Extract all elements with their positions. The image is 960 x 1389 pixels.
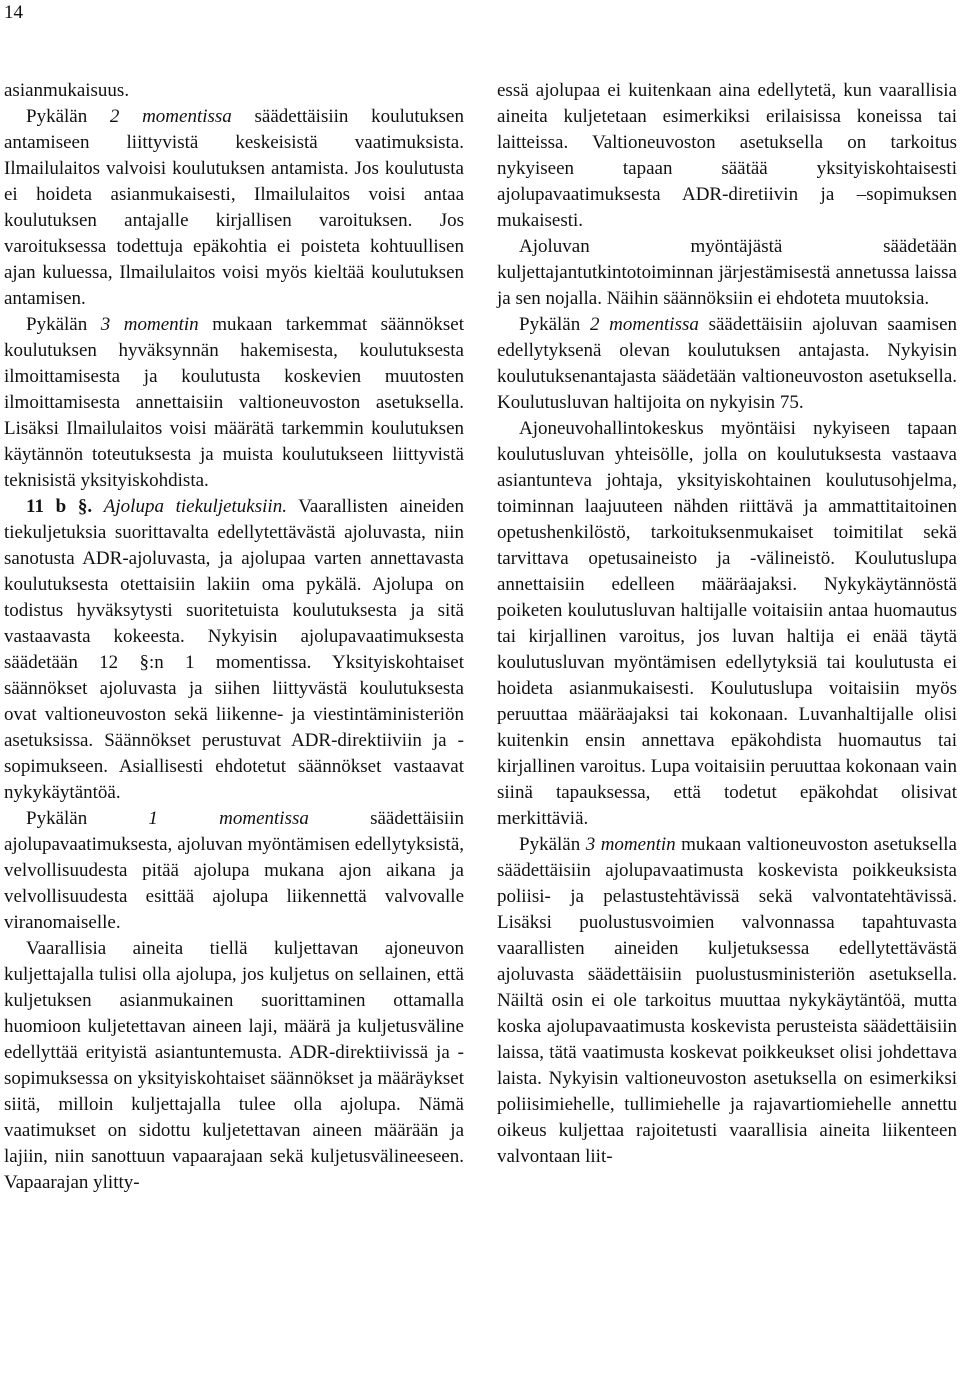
paragraph-lead: Pykälän: [26, 106, 110, 127]
paragraph-lead: Pykälän: [519, 314, 590, 335]
paragraph-text: säädettäisiin ajolupavaatimuksesta, ajoluvan myöntämisen edellytyksistä, velvollisuudesta pitää ajolupa mukana ajon aikana ja velvollisuudesta esittää ajolupa liikennettä valvovalle viranomaiselle.: [4, 808, 464, 933]
moment-reference: 1 momentissa: [148, 808, 309, 829]
paragraph: Ajoneuvohallintokeskus myöntäisi nykyiseen tapaan koulutusluvan yhteisölle, jolla on koulutuksesta vastaava asiantunteva johtaja, yksityiskohtainen koulutusohjelma, toiminnan laajuuteen nähden riittävä ja ammattitaitoinen opetushenkilöstö, tarkoituksenmukaiset toimitilat sekä tarvittava opetusaineisto ja -välineistö. Koulutuslupa annettaisiin edelleen määräajaksi. Nykykäytännöstä poiketen koulutusluvan haltijalle voitaisiin antaa huomautus tai kirjallinen varoitus, jos luvan haltija ei enää täytä koulutusluvan myöntämisen edellytyksiä tai koulutusta ei hoideta asianmukaisesti. Koulutuslupa voitaisiin myös peruuttaa määräajaksi tai kokonaan. Luvanhaltijalle olisi kuitenkin ensin annettava epäkohdista huomautus tai kirjallinen varoitus. Lupa voitaisiin peruuttaa kokonaan vain siinä tapauksessa, että todetut epäkohdat olisivat merkittäviä.: [497, 418, 957, 829]
paragraph-lead: Pykälän: [519, 834, 586, 855]
left-column: [4, 78, 464, 1196]
moment-reference: 2 momentissa: [109, 106, 232, 127]
paragraph: [497, 312, 957, 416]
paragraph: Vaarallisia aineita tiellä kuljettavan ajoneuvon kuljettajalla tulisi olla ajolupa, jos kuljetus on sellainen, että kuljetuksen asianmukainen suorittaminen ottamalla huomioon kuljetettavan aineen laji, määrä ja kuljetusväline edellyttää erityistä asiantuntemusta. ADR-direktiivissä ja -sopimuksessa on yksityiskohtaiset säännökset ja määräykset siitä, milloin kuljettajalla tulee olla ajolupa. Nämä vaatimukset on sidottu kuljetettavan aineen määrään ja lajiin, niin sanottuun vapaarajaan sekä kuljetusvälineeseen. Vapaarajan ylitty-: [4, 938, 464, 1193]
page-number: 14: [4, 2, 23, 23]
paragraph: [4, 104, 464, 312]
paragraph-text: säädettäisiin koulutuksen antamiseen liittyvistä keskeisistä vaatimuksista. Ilmailulaitos valvoisi koulutuksen antamista. Jos koulutusta ei hoideta asianmukaisesti, Ilmailulaitos voisi antaa koulutuksen antajalle kirjallisen varoituksen. Jos varoituksessa todettuja epäkohtia ei poisteta kohtuullisen ajan kuluessa, Ilmailulaitos voisi myös kieltää koulutuksen antamisen.: [4, 106, 464, 309]
section-paragraph: [4, 494, 464, 806]
moment-reference: 3 momentin: [585, 834, 676, 855]
section-number: 11 b §.: [26, 496, 93, 517]
section-title: Ajolupa tiekuljetuksiin.: [103, 496, 287, 517]
paragraph: asianmukaisuus.: [4, 80, 130, 101]
moment-reference: 3 momentin: [100, 314, 199, 335]
paragraph-lead: Pykälän: [26, 808, 149, 829]
paragraph: [4, 312, 464, 494]
paragraph-text: mukaan valtioneuvoston asetuksella säädettäisiin ajolupavaatimusta koskevista poikkeuksista poliisi- ja pelastustehtävissä sekä valvontatehtävissä. Lisäksi puolustusvoimien valvonnassa tapahtuvasta vaarallisten aineiden kuljetuksessa edellytettävästä ajoluvasta säädettäisiin puolustusministeriön asetuksella. Näiltä osin ei ole tarkoitus muuttaa nykykäytäntöä, mutta koska ajolupavaatimusta koskevista perusteista säädettäisiin laissa, tätä vaatimusta koskevat poikkeukset olisi johdettava laista. Nykyisin valtioneuvoston asetuksella on esimerkiksi poliisimiehelle, tullimiehelle ja rajavartiomiehelle annettu oikeus kuljettaa rajoitetusti vaarallisia aineita liikenteen valvontaan liit-: [497, 834, 957, 1167]
paragraph-lead: Pykälän: [26, 314, 101, 335]
paragraph-text: Vaarallisten aineiden tiekuljetuksia suorittavalta edellytettävästä ajoluvasta, niin sanotusta ADR-ajoluvasta, ja ajolupaa varten annettavasta koulutuksesta otettaisiin lakiin oma pykälä. Ajolupa on todistus hyväksytysti suoritetuista koulutuksesta ja sitä vastaavasta kokeesta. Nykyisin ajolupavaatimuksesta säädetään 12 §:n 1 momentissa. Yksityiskohtaiset säännökset ajoluvasta ja siihen liittyvästä koulutuksesta ovat valtioneuvoston sekä liikenne- ja viestintäministeriön asetuksissa. Säännökset perustuvat ADR-direktiiviin ja -sopimukseen. Asiallisesti ehdotetut säännökset vastaavat nykykäytäntöä.: [4, 496, 464, 803]
right-column: [497, 78, 957, 1170]
paragraph: Ajoluvan myöntäjästä säädetään kuljettajantutkintotoiminnan järjestämisestä annetussa laissa ja sen nojalla. Näihin säännöksiin ei ehdoteta muutoksia.: [497, 236, 957, 309]
paragraph: [497, 832, 957, 1170]
moment-reference: 2 momentissa: [589, 314, 699, 335]
paragraph: [4, 806, 464, 936]
paragraph-text: mukaan tarkemmat säännökset koulutuksen hyväksynnän hakemisesta, koulutuksesta ilmoittamisesta ja koulutusta koskevien muutosten ilmoittamisesta annettaisiin valtioneuvoston asetuksella. Lisäksi Ilmailulaitos voisi määrätä tarkemmin koulutuksen käytännön toteutuksesta ja muista koulutukseen liittyvistä teknisistä yksityiskohdista.: [4, 314, 464, 491]
paragraph: essä ajolupaa ei kuitenkaan aina edellytetä, kun vaarallisia aineita kuljetetaan esimerkiksi erilaisissa koneissa tai laitteissa. Valtioneuvoston asetuksella on tarkoitus nykyiseen tapaan säätää yksityiskohtaisesti ajolupavaatimuksesta ADR-diretiivin ja –sopimuksen mukaisesti.: [497, 80, 957, 231]
paragraph-text: säädettäisiin ajoluvan saamisen edellytyksenä olevan koulutuksen antajasta. Nykyisin koulutuksenantajasta säädetään valtioneuvoston asetuksella. Koulutusluvan haltijoita on nykyisin 75.: [497, 314, 957, 413]
